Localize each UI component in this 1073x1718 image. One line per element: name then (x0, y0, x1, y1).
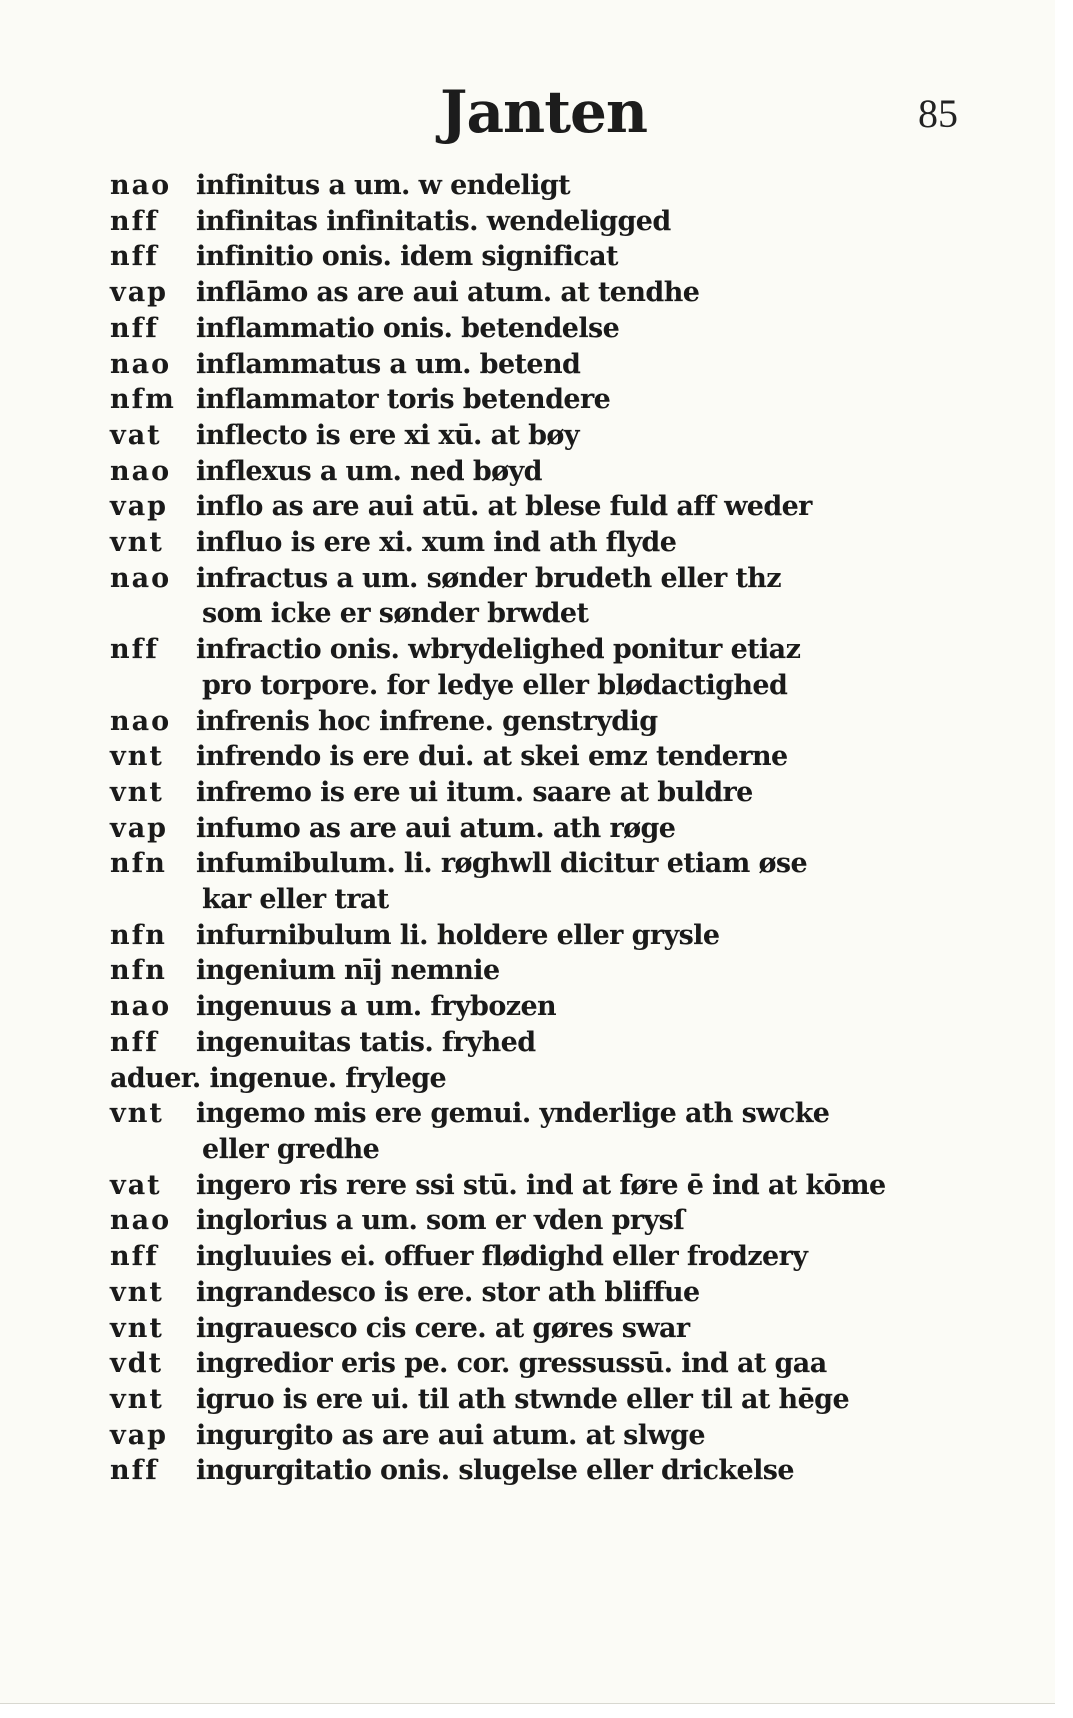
dictionary-entry (110, 1239, 990, 1275)
entry-text: ingenuitas tatis. fryhed (196, 1026, 536, 1058)
entry-code: nao (110, 455, 172, 487)
entry-text: infinitas infinitatis. wendeligged (196, 205, 671, 237)
entry-text: inflecto is ere xi xū. at bøy (196, 419, 579, 451)
entry-text: infinitus a um. w endeligt (196, 170, 571, 201)
entry-code: nff (110, 1455, 159, 1487)
entry-text: influo is ere xi. xum ind ath flyde (196, 527, 677, 559)
dictionary-entry (110, 739, 990, 775)
entry-text: ingurgitatio onis. slugelse eller drickelse (196, 1455, 794, 1487)
entry-continuation: kar eller trat (202, 884, 389, 916)
dictionary-entry (110, 525, 990, 561)
entry-code: nao (110, 991, 172, 1023)
entry-continuation: pro torpore. for ledye eller blødactighed (202, 669, 788, 701)
entry-code: nao (110, 1205, 172, 1237)
entry-text: ingredior eris pe. cor. gressussū. ind at gaa (196, 1348, 827, 1380)
entry-text: ingemo mis ere gemui. ynderlige ath swcke (196, 1098, 830, 1130)
entry-code: vnt (110, 1383, 164, 1415)
dictionary-entry (110, 704, 990, 740)
adverb-entry: aduer. ingenue. frylege (110, 1062, 447, 1094)
entry-text: infrendo is ere dui. at skei emz tenderne (196, 741, 788, 773)
dictionary-entry (110, 204, 990, 240)
dictionary-entry (110, 775, 990, 811)
entry-code: vnt (110, 1312, 164, 1344)
dictionary-entry (110, 1346, 990, 1382)
entry-code: nao (110, 705, 172, 737)
dictionary-entry (110, 347, 990, 383)
dictionary-entry (110, 168, 990, 204)
entry-text: inflammator toris betendere (196, 384, 611, 416)
entry-text: infremo is ere ui itum. saare at buldre (196, 776, 753, 808)
dictionary-entry (110, 418, 990, 454)
entry-code: vnt (110, 1276, 164, 1308)
dictionary-entry (110, 454, 990, 490)
dictionary-entry (110, 561, 990, 597)
entry-text: infurnibulum li. holdere eller grysle (196, 919, 720, 951)
entry-text: infinitio onis. idem significat (196, 241, 618, 273)
entry-text: ingluuies ei. offuer flødighd eller frodzery (196, 1241, 808, 1273)
entry-code: nff (110, 241, 159, 273)
entry-code: vat (110, 419, 162, 451)
entry-code: nff (110, 1026, 159, 1058)
dictionary-entry (110, 846, 990, 882)
entry-code: nff (110, 1241, 159, 1273)
entry-text: ingenium nīj nemnie (196, 955, 500, 987)
dictionary-entry (110, 1275, 990, 1311)
entry-continuation: som icke er sønder brwdet (202, 598, 589, 630)
entry-text: inglorius a um. som er vden prysſ (196, 1205, 685, 1237)
entry-continuation: eller gredhe (202, 1133, 380, 1165)
entry-code: vap (110, 491, 169, 523)
page-number: 85 (918, 91, 958, 136)
dictionary-entry (110, 1418, 990, 1454)
dictionary-entry (110, 1168, 990, 1204)
entry-code: nao (110, 348, 172, 380)
entry-text: infumibulum. li. røghwll dicitur etiam øse (196, 848, 808, 880)
entry-text: ingrandesco is ere. stor ath bliffue (196, 1276, 700, 1308)
entry-code: vap (110, 277, 169, 309)
entry-code: nao (110, 170, 172, 201)
dictionary-entry (110, 1453, 990, 1489)
entry-code: vap (110, 812, 169, 844)
entry-text: inflammatus a um. betend (196, 348, 581, 380)
entry-text: infractio onis. wbrydelighed ponitur etiaz (196, 634, 801, 666)
dictionary-entry (110, 632, 990, 668)
dictionary-entry (110, 1311, 990, 1347)
entry-text: ingrauesco cis cere. at gøres swar (196, 1312, 690, 1344)
entry-text: inflāmo as are aui atum. at tendhe (196, 277, 700, 309)
entry-code: vat (110, 1169, 162, 1201)
dictionary-entry (110, 1096, 990, 1132)
dictionary-entry (110, 811, 990, 847)
dictionary-entry (110, 1382, 990, 1418)
entry-code: vap (110, 1419, 169, 1451)
dictionary-entry (110, 275, 990, 311)
entry-text: infumo as are aui atum. ath røge (196, 812, 676, 844)
entry-text: infrenis hoc infrene. genstrydig (196, 705, 658, 737)
entry-code: nff (110, 312, 159, 344)
dictionary-entry (110, 918, 990, 954)
dictionary-entry (110, 989, 990, 1025)
entry-code: vnt (110, 776, 164, 808)
running-head: Janten (440, 78, 648, 146)
dictionary-entries (110, 168, 990, 1489)
dictionary-entry (110, 382, 990, 418)
entry-code: nfn (110, 919, 167, 951)
entry-text: inflammatio onis. betendelse (196, 312, 620, 344)
dictionary-entry (110, 239, 990, 275)
entry-text: inflexus a um. ned bøyd (196, 455, 542, 487)
scan-margin (1055, 0, 1073, 1718)
dictionary-entry (110, 953, 990, 989)
entry-text: infractus a um. sønder brudeth eller thz (196, 562, 782, 594)
dictionary-entry (110, 1025, 990, 1061)
entry-code: nfn (110, 955, 167, 987)
entry-code: nfn (110, 848, 167, 880)
entry-code: vnt (110, 527, 164, 559)
entry-code: vnt (110, 741, 164, 773)
dictionary-entry (110, 1203, 990, 1239)
entry-code: nao (110, 562, 172, 594)
dictionary-entry (110, 311, 990, 347)
entry-text: ingero ris rere ssi stū. ind at føre ē ind at kōme (196, 1169, 886, 1201)
entry-code: nff (110, 634, 159, 666)
entry-text: inflo as are aui atū. at blese fuld aff weder (196, 491, 812, 523)
entry-text: ingurgito as are aui atum. at slwge (196, 1419, 705, 1451)
entry-text: ingenuus a um. frybozen (196, 991, 557, 1023)
dictionary-entry (110, 489, 990, 525)
entry-code: nff (110, 205, 159, 237)
entry-text: igruo is ere ui. til ath stwnde eller til at hēge (196, 1383, 850, 1415)
entry-code: vnt (110, 1098, 164, 1130)
entry-code: nfm (110, 384, 176, 416)
entry-code: vdt (110, 1348, 164, 1380)
